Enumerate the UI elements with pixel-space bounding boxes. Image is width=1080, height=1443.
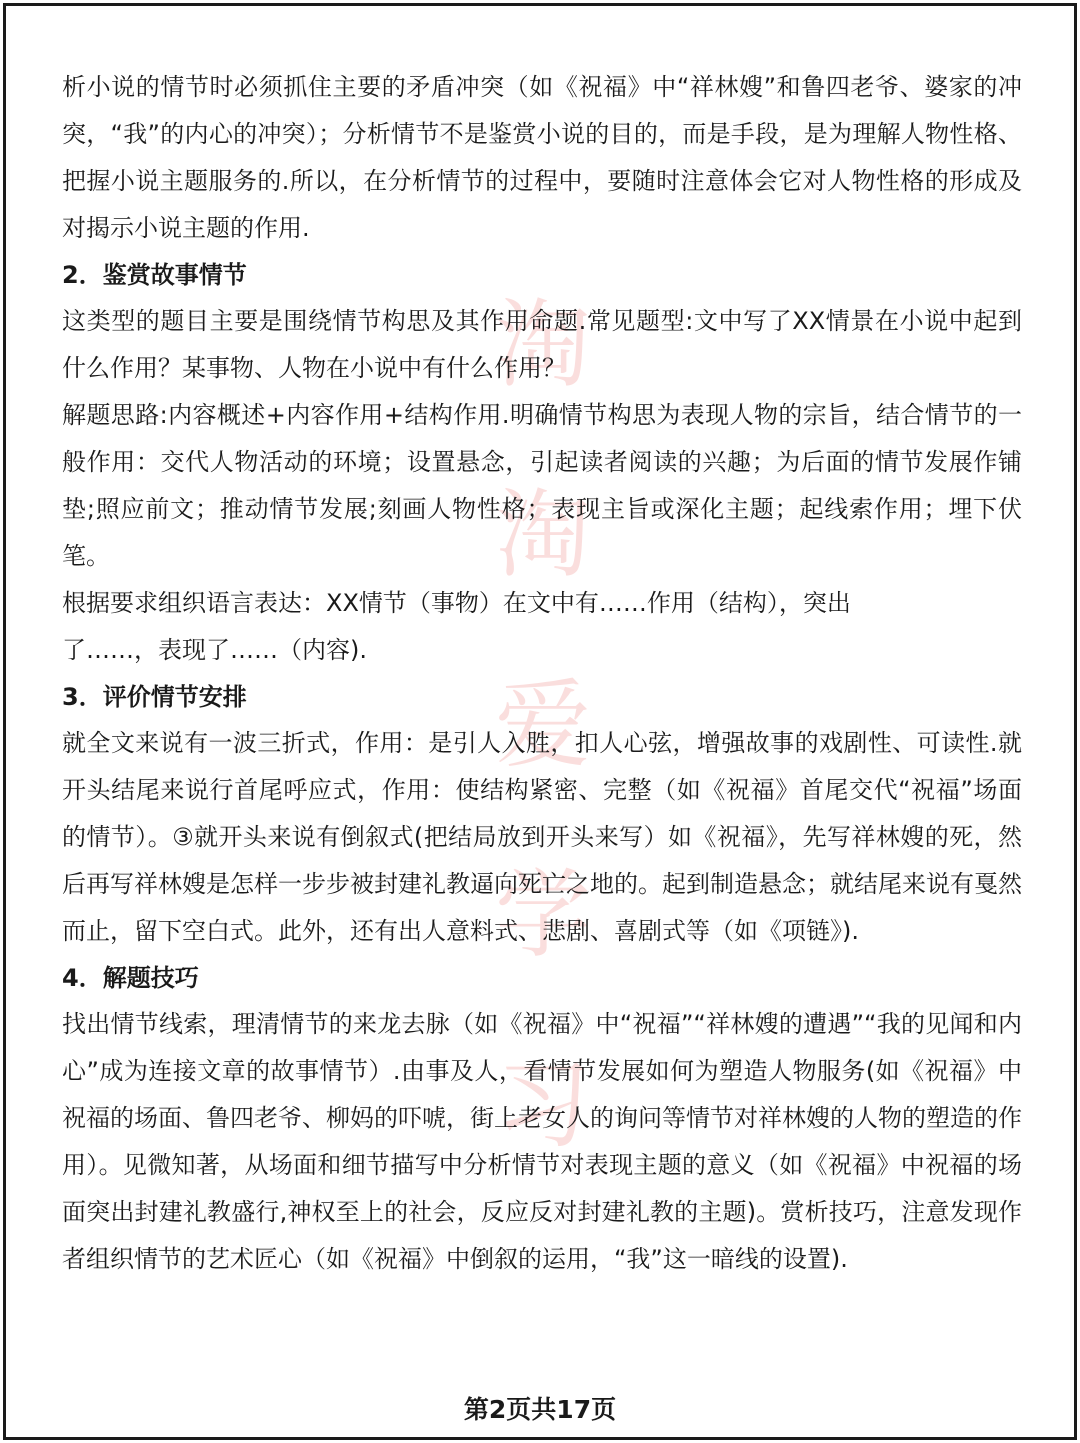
watermark-char: 习	[495, 1049, 591, 1161]
heading-solving-tips: 4．解题技巧	[62, 964, 199, 992]
watermark-char: 淘	[495, 289, 591, 401]
watermark-char: 淘	[495, 479, 591, 591]
page-number: 第2页共17页	[463, 1395, 617, 1424]
paragraph-solving-approach: 解题思路:内容概述+内容作用+结构作用.明确情节构思为表现人物的宗旨，结合情节的一般作用：交代人物活动的环境；设置悬念，引起读者阅读的兴趣；为后面的情节发展作铺垫;照应前文；推动情节发展;刻画人物性格；表现主旨或深化主题；起线索作用；埋下伏笔。	[62, 401, 1022, 570]
heading-evaluate-arrangement: 3．评价情节安排	[62, 683, 247, 711]
heading-appreciate-plot: 2．鉴赏故事情节	[62, 261, 247, 289]
watermark-char: 学	[495, 859, 591, 971]
document-body	[62, 64, 1022, 1283]
paragraph-question-types: 这类型的题目主要是围绕情节构思及其作用命题.常见题型:文中写了XX情景在小说中起到什么作用？某事物、人物在小说中有什么作用？	[62, 307, 1022, 382]
paragraph-tips: 找出情节线索，理清情节的来龙去脉（如《祝福》中“祝福”“祥林嫂的遭遇”“我的见闻和内心”成为连接文章的故事情节）.由事及人，看情节发展如何为塑造人物服务(如《祝福》中祝福的场面、鲁四老爷、柳妈的吓唬，街上老女人的询问等情节对祥林嫂的人物的塑造的作用）。见微知著，从场面和细节描写中分析情节对表现主题的意义（如《祝福》中祝福的场面突出封建礼教盛行,神权至上的社会，反应反对封建礼教的主题)。赏析技巧，注意发现作者组织情节的艺术匠心（如《祝福》中倒叙的运用，“我”这一暗线的设置).	[62, 1010, 1022, 1273]
watermark-char: 爱	[495, 669, 591, 781]
paragraph-answer-template-1: 根据要求组织语言表达：XX情节（事物）在文中有……作用（结构），突出	[62, 589, 851, 617]
paragraph-arrangement: 就全文来说有一波三折式，作用：是引人入胜，扣人心弦，增强故事的戏剧性、可读性.就开头结尾来说行首尾呼应式，作用：使结构紧密、完整（如《祝福》首尾交代“祝福”场面的情节）。③就开头来说有倒叙式(把结局放到开头来写）如《祝福》，先写祥林嫂的死，然后再写祥林嫂是怎样一步步被封建礼教逼向死亡之地的。起到制造悬念；就结尾来说有戛然而止，留下空白式。此外，还有出人意料式、悲剧、喜剧式等（如《项链》).	[62, 729, 1022, 945]
paragraph-plot-conflict: 析小说的情节时必须抓住主要的矛盾冲突（如《祝福》中“祥林嫂”和鲁四老爷、婆家的冲突，“我”的内心的冲突）；分析情节不是鉴赏小说的目的，而是手段，是为理解人物性格、把握小说主题服务的.所以，在分析情节的过程中，要随时注意体会它对人物性格的形成及对揭示小说主题的作用.	[62, 73, 1022, 242]
paragraph-answer-template-2: 了……，表现了……（内容).	[62, 636, 367, 664]
